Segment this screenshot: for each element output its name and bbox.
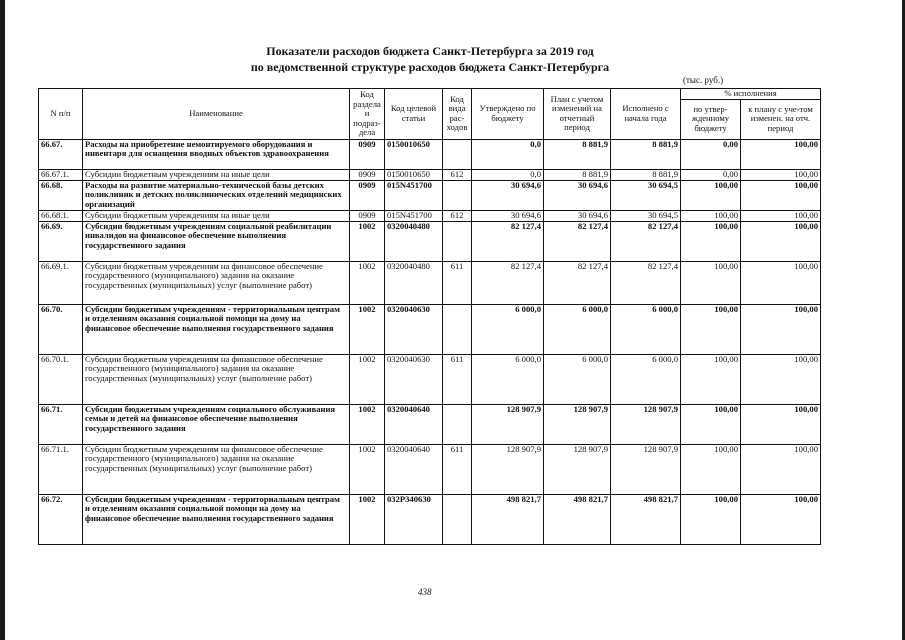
row-target: 0150010650 [385, 169, 443, 180]
row-target: 032P340630 [385, 494, 443, 544]
row-executed: 82 127,4 [611, 261, 681, 304]
row-section: 1002 [350, 494, 385, 544]
row-kind: 612 [443, 169, 472, 180]
row-name: Субсидии бюджетным учреждениям на финансовое обеспечение государственного (муниципального) задания на оказание государственных (муниципальных) услуг (выполнение работ) [83, 354, 350, 404]
row-target: 0150010650 [385, 139, 443, 169]
row-num: 66.72. [39, 494, 83, 544]
row-executed: 6 000,0 [611, 354, 681, 404]
row-approved: 128 907,9 [472, 404, 544, 444]
row-approved: 0,0 [472, 139, 544, 169]
row-pct-plan: 100,00 [741, 210, 821, 221]
row-kind [443, 304, 472, 354]
header-plan: План с учетом изменений на отчетный период [544, 89, 611, 140]
table-row [39, 139, 821, 169]
header-target: Код целевой статьи [385, 89, 443, 140]
row-name: Субсидии бюджетным учреждениям на иные цели [83, 210, 350, 221]
row-pct-plan: 100,00 [741, 404, 821, 444]
row-approved: 498 821,7 [472, 494, 544, 544]
row-pct-plan: 100,00 [741, 139, 821, 169]
row-plan: 128 907,9 [544, 404, 611, 444]
row-num: 66.71. [39, 404, 83, 444]
row-plan: 128 907,9 [544, 444, 611, 494]
row-pct-approved: 100,00 [681, 404, 741, 444]
row-executed: 498 821,7 [611, 494, 681, 544]
row-executed: 30 694,5 [611, 210, 681, 221]
row-plan: 82 127,4 [544, 221, 611, 261]
row-pct-plan: 100,00 [741, 494, 821, 544]
row-pct-approved: 0,00 [681, 169, 741, 180]
row-num: 66.69. [39, 221, 83, 261]
row-name: Расходы на приобретение немонтируемого оборудования и инвентаря для оснащения вводных объектов здравоохранения [83, 139, 350, 169]
header-name: Наименование [83, 89, 350, 140]
row-num: 66.69.1. [39, 261, 83, 304]
row-pct-plan: 100,00 [741, 169, 821, 180]
table-row [39, 180, 821, 210]
row-target: 0320040480 [385, 221, 443, 261]
row-num: 66.70.1. [39, 354, 83, 404]
row-section: 0909 [350, 169, 385, 180]
row-section: 1002 [350, 221, 385, 261]
row-pct-approved: 100,00 [681, 210, 741, 221]
row-section: 0909 [350, 210, 385, 221]
row-plan: 6 000,0 [544, 354, 611, 404]
row-pct-approved: 100,00 [681, 354, 741, 404]
row-kind [443, 221, 472, 261]
table-row [39, 404, 821, 444]
header-kind: Код вида рас-ходов [443, 89, 472, 140]
page-title: Показатели расходов бюджета Санкт-Петербурга за 2019 год [266, 44, 594, 58]
row-target: 015N451700 [385, 180, 443, 210]
table-row [39, 354, 821, 404]
row-kind [443, 180, 472, 210]
row-section: 0909 [350, 139, 385, 169]
row-approved: 30 694,6 [472, 210, 544, 221]
row-section: 1002 [350, 304, 385, 354]
header-pct-approved: по утвер-жденному бюджету [681, 99, 741, 139]
row-executed: 8 881,9 [611, 139, 681, 169]
row-plan: 498 821,7 [544, 494, 611, 544]
table-row [39, 261, 821, 304]
row-kind: 611 [443, 354, 472, 404]
row-approved: 30 694,6 [472, 180, 544, 210]
row-section: 1002 [350, 404, 385, 444]
row-target: 0320040630 [385, 304, 443, 354]
row-target: 015N451700 [385, 210, 443, 221]
page-subtitle: по ведомственной структуре расходов бюджета Санкт-Петербурга [250, 60, 610, 74]
row-kind [443, 494, 472, 544]
page-number: 438 [418, 587, 432, 597]
row-name: Субсидии бюджетным учреждениям - территориальным центрам и отделениям оказания социальной помощи на дому на финансовое обеспечение выполнения государственного задания [83, 494, 350, 544]
row-name: Субсидии бюджетным учреждениям социального обслуживания семьи и детей на финансовое обеспечение выполнения государственного задания [83, 404, 350, 444]
row-pct-plan: 100,00 [741, 221, 821, 261]
row-pct-approved: 100,00 [681, 180, 741, 210]
table-row [39, 169, 821, 180]
row-approved: 82 127,4 [472, 261, 544, 304]
header-section: Код раздела и подраз-дела [350, 89, 385, 140]
row-name: Субсидии бюджетным учреждениям - территориальным центрам и отделениям оказания социальной помощи на дому на финансовое обеспечение выполнения государственного задания [83, 304, 350, 354]
row-section: 1002 [350, 354, 385, 404]
row-pct-approved: 100,00 [681, 221, 741, 261]
row-approved: 128 907,9 [472, 444, 544, 494]
row-approved: 6 000,0 [472, 354, 544, 404]
row-approved: 6 000,0 [472, 304, 544, 354]
row-section: 1002 [350, 261, 385, 304]
row-pct-approved: 100,00 [681, 494, 741, 544]
header-executed: Исполнено с начала года [611, 89, 681, 140]
row-pct-approved: 0,00 [681, 139, 741, 169]
row-name: Субсидии бюджетным учреждениям на финансовое обеспечение государственного (муниципального) задания на оказание государственных (муниципальных) услуг (выполнение работ) [83, 261, 350, 304]
header-num: N п/п [39, 89, 83, 140]
units-label: (тыс. руб.) [683, 75, 724, 85]
row-approved: 0,0 [472, 169, 544, 180]
row-executed: 128 907,9 [611, 444, 681, 494]
row-target: 0320040480 [385, 261, 443, 304]
row-kind [443, 139, 472, 169]
row-pct-approved: 100,00 [681, 444, 741, 494]
row-plan: 30 694,6 [544, 210, 611, 221]
row-target: 0320040630 [385, 354, 443, 404]
row-target: 0320040640 [385, 444, 443, 494]
table-body [39, 139, 821, 544]
row-kind: 611 [443, 261, 472, 304]
row-plan: 30 694,6 [544, 180, 611, 210]
row-approved: 82 127,4 [472, 221, 544, 261]
row-pct-plan: 100,00 [741, 444, 821, 494]
row-num: 66.71.1. [39, 444, 83, 494]
row-pct-approved: 100,00 [681, 261, 741, 304]
row-num: 66.67. [39, 139, 83, 169]
row-executed: 30 694,5 [611, 180, 681, 210]
row-pct-plan: 100,00 [741, 180, 821, 210]
header-pct-plan: к плану с уче-том изменен. на отч. период [741, 99, 821, 139]
row-kind: 612 [443, 210, 472, 221]
row-pct-approved: 100,00 [681, 304, 741, 354]
row-name: Субсидии бюджетным учреждениям социальной реабилитации инвалидов на финансовое обеспечение выполнения государственного задания [83, 221, 350, 261]
row-target: 0320040640 [385, 404, 443, 444]
row-pct-plan: 100,00 [741, 261, 821, 304]
row-plan: 8 881,9 [544, 169, 611, 180]
row-section: 0909 [350, 180, 385, 210]
row-num: 66.68. [39, 180, 83, 210]
row-num: 66.70. [39, 304, 83, 354]
table-row [39, 444, 821, 494]
row-name: Субсидии бюджетным учреждениям на финансовое обеспечение государственного (муниципального) задания на оказание государственных (муниципальных) услуг (выполнение работ) [83, 444, 350, 494]
row-num: 66.67.1. [39, 169, 83, 180]
table-row [39, 210, 821, 221]
table-row [39, 304, 821, 354]
row-kind: 611 [443, 444, 472, 494]
table-row [39, 221, 821, 261]
row-section: 1002 [350, 444, 385, 494]
row-pct-plan: 100,00 [741, 304, 821, 354]
row-pct-plan: 100,00 [741, 354, 821, 404]
row-num: 66.68.1. [39, 210, 83, 221]
row-executed: 6 000,0 [611, 304, 681, 354]
row-plan: 8 881,9 [544, 139, 611, 169]
row-executed: 82 127,4 [611, 221, 681, 261]
row-executed: 8 881,9 [611, 169, 681, 180]
header-approved: Утверждено по бюджету [472, 89, 544, 140]
table-row [39, 494, 821, 544]
row-name: Субсидии бюджетным учреждениям на иные цели [83, 169, 350, 180]
scan-border-left [0, 0, 5, 640]
expenditure-table [38, 88, 821, 545]
row-name: Расходы на развитие материально-технической базы детских поликлиник и детских поликлинических отделений медицинских организаций [83, 180, 350, 210]
row-executed: 128 907,9 [611, 404, 681, 444]
row-plan: 82 127,4 [544, 261, 611, 304]
row-kind [443, 404, 472, 444]
row-plan: 6 000,0 [544, 304, 611, 354]
header-pct-group: % исполнения [681, 89, 821, 100]
